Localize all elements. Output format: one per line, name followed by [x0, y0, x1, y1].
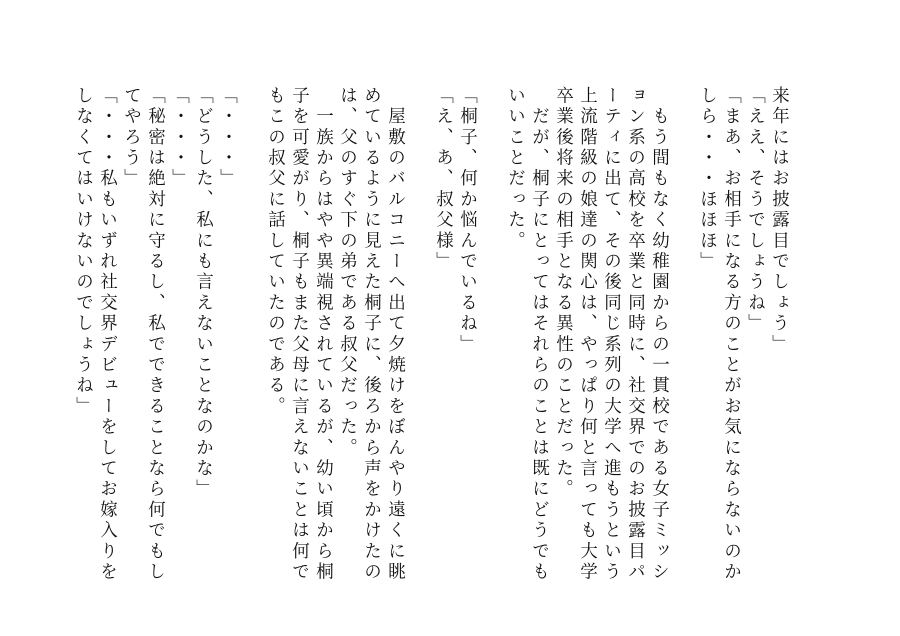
text-line: だが、桐子にとってはそれらのことは既にどうでも: [529, 86, 550, 583]
text-line: 「どうした、私にも言えないことなのかな」: [193, 86, 214, 500]
text-line: は、父のすぐ下の弟である叔父だった。: [337, 86, 358, 459]
text-line: めているように見えた桐子に、後ろから声をかけたの: [361, 86, 382, 583]
text-line: ョン系の高校を卒業と同時に、社交界でのお披露目パ: [625, 86, 646, 583]
text-line: 子を可愛がり、桐子もまた父母に言えないことは何で: [289, 86, 310, 583]
text-line: 「まあ、お相手になる方のことがお気にならないのか: [721, 86, 742, 583]
text-line: 「・・・」: [217, 86, 238, 190]
text-line: 一族からはやや異端視されているが、幼い頃から桐: [313, 86, 334, 583]
text-line: てやろう」: [121, 86, 142, 190]
text-line: 「秘密は絶対に守るし、私でできることなら何でもし: [145, 86, 166, 583]
text-line: 屋敷のバルコニーへ出て夕焼けをぼんやり遠くに眺: [385, 86, 406, 583]
text-line: 「桐子、何か悩んでいるね」: [457, 86, 478, 356]
text-line: しなくてはいけないのでしょうね」: [73, 86, 94, 418]
text-line: 「え、あ、叔父様」: [433, 86, 454, 273]
text-line: 卒業後将来の相手となる異性のことだった。: [553, 86, 574, 500]
text-line: 「・・・私もいずれ社交界デビューをしてお嫁入りを: [97, 86, 118, 583]
text-line: 「・・・」: [169, 86, 190, 190]
text-line: もこの叔父に話していたのである。: [265, 86, 286, 418]
text-line: 来年にはお披露目でしょう」: [769, 86, 790, 356]
text-line: いいことだった。: [505, 86, 526, 252]
text-line: 上流階級の娘達の関心は、やっぱり何と言っても大学: [577, 86, 598, 583]
text-line: もう間もなく幼稚園からの一貫校である女子ミッシ: [649, 86, 670, 583]
text-line: しら・・・ほほほ」: [697, 86, 718, 273]
text-line: 「ええ、そうでしょうね」: [745, 86, 766, 335]
text-line: ーティに出て、その後同じ系列の大学へ進もうという: [601, 86, 622, 583]
